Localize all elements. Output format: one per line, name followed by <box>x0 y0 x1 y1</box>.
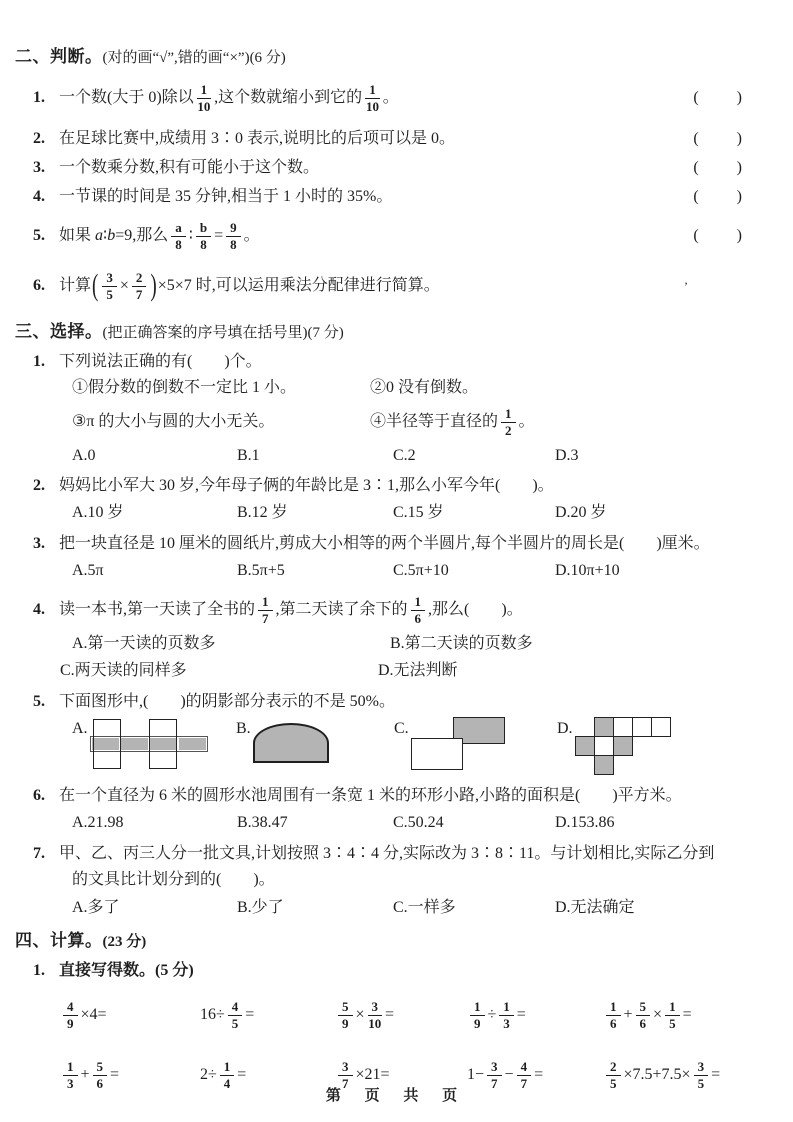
question-text <box>59 352 778 373</box>
fraction-denominator: 8 <box>175 237 182 252</box>
fraction-numerator: 3 <box>338 1060 353 1076</box>
text-segment: = <box>110 1066 120 1084</box>
text-segment: ③π 的大小与圆的大小无关。 <box>72 412 275 430</box>
question-number: 3. <box>33 534 45 552</box>
option-d: D.20 岁 <box>555 503 607 521</box>
question-text <box>59 476 778 497</box>
text-segment: 妈妈比小军大 30 岁,今年母子俩的年龄比是 3∶1,那么小军今年( )。 <box>59 476 554 494</box>
question-text-line1 <box>59 844 778 865</box>
fraction-numerator: 4 <box>517 1060 532 1076</box>
stray-mark: ’ <box>684 278 690 293</box>
answer-bracket: ( ) <box>693 159 744 177</box>
option-c: C.15 岁 <box>393 503 444 521</box>
question-text <box>59 83 693 113</box>
question-text <box>59 129 693 150</box>
section3-instructions: (把正确答案的序号填在括号里)(7 分) <box>102 324 344 341</box>
question-text <box>59 595 778 625</box>
question-text <box>59 786 778 807</box>
choice-question-6 <box>15 783 778 809</box>
fraction-denominator: 4 <box>223 1076 231 1091</box>
fraction-denominator: 8 <box>200 237 207 252</box>
choice-q5-figures <box>15 717 778 779</box>
fraction-numerator: 2 <box>606 1060 621 1076</box>
text-segment: ∶ <box>188 227 193 245</box>
text-segment: 在足球比赛中,成绩用 3∶0 表示,说明比的后项可以是 0。 <box>59 130 456 148</box>
fraction-numerator: 1 <box>470 1000 485 1016</box>
figure-c-label: C. <box>394 720 409 737</box>
big-paren: ( <box>92 269 99 303</box>
fraction-numerator: 1 <box>665 1000 680 1016</box>
statement-4 <box>370 407 778 437</box>
fraction <box>470 1000 485 1030</box>
text-segment: = <box>711 1066 721 1084</box>
subsection-number: 1. <box>33 962 45 980</box>
square-grid-figure <box>575 717 673 777</box>
option-b: B.12 岁 <box>237 503 288 521</box>
option-a: A.0 <box>72 446 96 464</box>
fraction-numerator: 1 <box>63 1060 78 1076</box>
subsection-title: 直接写得数。(5 分) <box>59 962 194 980</box>
calc-row-1 <box>15 993 778 1039</box>
question-number: 3. <box>33 159 45 177</box>
text-segment: ,这个数就缩小到它的 <box>214 89 363 107</box>
question-number: 1. <box>33 89 45 107</box>
figure-d <box>557 717 673 777</box>
expression <box>335 1000 467 1030</box>
option-b: B.第二天读的页数多 <box>390 635 533 653</box>
question-number: 5. <box>33 227 45 245</box>
question-number: 6. <box>33 786 45 804</box>
fraction-numerator: 1 <box>411 595 426 611</box>
statement-3 <box>72 412 370 433</box>
choice-q3-options <box>15 557 778 585</box>
section2-instructions: (对的画“√”,错的画“×”)(6 分) <box>102 50 286 66</box>
shaded-cell <box>121 738 148 750</box>
option-b: B.5π+5 <box>237 561 285 579</box>
tall-square <box>149 719 177 769</box>
text-segment: ×5×7 时,可以运用乘法分配律进行简算。 <box>157 277 440 295</box>
fraction-denominator: 7 <box>135 287 143 302</box>
choice-q4-options-cd <box>15 658 778 685</box>
option-d: D.153.86 <box>555 813 615 831</box>
white-rectangle <box>411 738 463 770</box>
choice-q1-statements-row2 <box>15 401 778 443</box>
question-number: 7. <box>33 844 45 862</box>
expression <box>603 1000 778 1030</box>
fraction-denominator: 9 <box>474 1016 481 1031</box>
choice-question-5 <box>15 689 778 715</box>
fraction-denominator: 6 <box>96 1076 104 1091</box>
text-segment: 在一个直径为 6 米的圆形水池周围有一条宽 1 米的环形小路,小路的面积是( )平方米。 <box>59 786 682 804</box>
judge-question-2 <box>15 127 778 153</box>
text-segment: 如果 <box>59 227 96 245</box>
judge-question-1 <box>15 77 778 121</box>
section2-heading <box>15 46 778 69</box>
answer-bracket: ( ) <box>693 89 744 107</box>
variable-text: b <box>107 227 116 245</box>
choice-question-4 <box>15 589 778 631</box>
page-footer: 第 页 共 页 <box>325 1087 468 1104</box>
question-text <box>59 271 684 301</box>
option-d: D.无法判断 <box>378 662 458 680</box>
fraction <box>636 1000 651 1030</box>
choice-question-7 <box>15 841 778 867</box>
shaded-square <box>613 736 633 756</box>
figure-c <box>394 717 557 773</box>
big-paren: ) <box>150 269 157 303</box>
statement-1 <box>72 378 370 399</box>
choice-question-1 <box>15 349 778 375</box>
fraction-numerator: 9 <box>226 221 241 237</box>
option-b: B.38.47 <box>237 813 288 831</box>
judge-question-5 <box>15 215 778 259</box>
fraction <box>365 83 380 113</box>
fraction <box>228 1000 243 1030</box>
section3-title: 三、选择。 <box>15 321 103 341</box>
text-segment: ÷ <box>487 1006 497 1024</box>
text-segment: 的文具比计划分到的( )。 <box>72 871 275 889</box>
fraction-denominator: 9 <box>342 1016 349 1031</box>
option-a: A.5π <box>72 561 104 579</box>
section3-heading <box>15 321 778 344</box>
text-segment: 一个数乘分数,积有可能小于这个数。 <box>59 159 320 177</box>
question-number: 2. <box>33 476 45 494</box>
shaded-square <box>594 717 614 737</box>
text-segment: ×7.5+7.5× <box>623 1066 691 1084</box>
option-d: D.3 <box>555 446 579 464</box>
fraction-denominator: 7 <box>342 1076 349 1091</box>
text-segment: + <box>623 1006 633 1024</box>
calc-subsection <box>15 959 778 985</box>
option-c: C.50.24 <box>393 813 444 831</box>
text-segment: 1− <box>467 1066 485 1084</box>
text-segment: ④半径等于直径的 <box>370 412 499 430</box>
question-text <box>59 534 778 555</box>
white-square <box>594 736 614 756</box>
text-segment: 读一本书,第一天读了全书的 <box>59 600 256 618</box>
fraction <box>411 595 426 625</box>
judge-question-6 <box>15 263 778 311</box>
text-segment: 计算 <box>59 277 92 295</box>
fraction-numerator: 5 <box>636 1000 651 1016</box>
fraction-numerator: 1 <box>606 1000 621 1016</box>
text-segment: + <box>80 1066 90 1084</box>
section4-title: 四、计算。 <box>15 931 103 950</box>
text-segment: 下列说法正确的有( )个。 <box>59 352 262 370</box>
expression <box>200 1000 335 1030</box>
fraction <box>197 83 212 113</box>
question-text <box>59 187 693 208</box>
fraction-denominator: 10 <box>197 99 211 114</box>
fraction <box>501 407 516 437</box>
text-segment: 下面图形中,( )的阴影部分表示的不是 50%。 <box>59 692 395 710</box>
figure-b <box>236 717 394 763</box>
fraction <box>226 221 241 251</box>
text-segment: = <box>385 1006 395 1024</box>
shaded-square <box>594 755 614 775</box>
text-segment: 。 <box>518 412 535 430</box>
fraction-denominator: 5 <box>106 287 113 302</box>
figure-a-label: A. <box>72 720 88 737</box>
text-segment: ×4= <box>80 1006 107 1024</box>
text-segment: 一节课的时间是 35 分钟,相当于 1 小时的 35%。 <box>59 188 393 206</box>
fraction-denominator: 10 <box>368 1016 382 1031</box>
fraction <box>338 1000 353 1030</box>
fraction <box>368 1000 383 1030</box>
expression <box>60 1000 200 1030</box>
fraction-denominator: 5 <box>669 1016 676 1031</box>
fraction-denominator: 6 <box>639 1016 647 1031</box>
choice-q4-options-ab <box>15 631 778 658</box>
shaded-cell <box>179 738 206 750</box>
figure-d-label: D. <box>557 720 573 737</box>
white-square <box>632 717 652 737</box>
fraction <box>171 221 186 251</box>
choice-q6-options <box>15 809 778 837</box>
fraction-numerator: 5 <box>338 1000 353 1016</box>
text-segment: × <box>653 1006 663 1024</box>
question-number: 5. <box>33 692 45 710</box>
fraction-denominator: 3 <box>503 1016 510 1031</box>
text-segment: × <box>119 277 129 295</box>
white-square <box>613 717 633 737</box>
fraction-numerator: 4 <box>63 1000 78 1016</box>
statement-2 <box>370 378 778 399</box>
text-segment: − <box>504 1066 514 1084</box>
fraction-denominator: 10 <box>365 99 379 114</box>
section2-title: 二、判断。 <box>15 47 103 66</box>
choice-question-3 <box>15 531 778 557</box>
choice-q7-options <box>15 894 778 922</box>
fraction-denominator: 7 <box>491 1076 498 1091</box>
text-segment: ,第二天读了余下的 <box>275 600 408 618</box>
answer-bracket: ( ) <box>693 227 744 245</box>
option-a: A.10 岁 <box>72 503 124 521</box>
fraction-numerator: 4 <box>228 1000 243 1016</box>
fraction-denominator: 5 <box>697 1076 705 1091</box>
section4-points: (23 分) <box>102 934 147 950</box>
text-segment: ∶ <box>103 227 108 245</box>
expression <box>467 1000 603 1030</box>
text-segment: ,那么( )。 <box>428 600 523 618</box>
judge-question-3 <box>15 156 778 182</box>
fraction-denominator: 5 <box>610 1076 617 1091</box>
choice-q1-statements-row1 <box>15 375 778 401</box>
text-segment: ×21= <box>355 1066 390 1084</box>
question-number: 4. <box>33 600 45 618</box>
fraction <box>499 1000 514 1030</box>
fraction-numerator: a <box>171 221 186 237</box>
text-segment: = <box>516 1006 526 1024</box>
text-segment: = <box>682 1006 692 1024</box>
fraction-numerator: 5 <box>93 1060 108 1076</box>
figure-a <box>72 717 236 771</box>
option-d: D.无法确定 <box>555 898 635 916</box>
choice-q1-options <box>15 443 778 469</box>
fraction-numerator: 1 <box>365 83 380 99</box>
text-segment: 16÷ <box>200 1006 225 1024</box>
fraction-denominator: 7 <box>520 1076 528 1091</box>
text-segment: 。 <box>382 89 399 107</box>
text-segment: =9,那么 <box>115 227 169 245</box>
text-segment: = <box>214 227 224 245</box>
choice-question-2 <box>15 473 778 499</box>
fraction <box>665 1000 680 1030</box>
fraction-numerator: 1 <box>197 83 212 99</box>
text-segment: 把一块直径是 10 厘米的圆纸片,剪成大小相等的两个半圆片,每个半圆片的周长是( )厘米。 <box>59 534 710 552</box>
fraction-numerator: 3 <box>102 271 117 287</box>
fraction-denominator: 2 <box>505 422 512 438</box>
tall-square <box>93 719 121 769</box>
option-d: D.10π+10 <box>555 561 620 579</box>
question-number: 4. <box>33 188 45 206</box>
fraction <box>258 595 273 625</box>
text-segment: 一个数(大于 0)除以 <box>59 89 194 107</box>
text-segment: = <box>534 1066 544 1084</box>
answer-bracket: ( ) <box>693 188 744 206</box>
cube-net-figure <box>90 717 212 771</box>
fraction-denominator: 9 <box>67 1016 74 1031</box>
text-segment: ②0 没有倒数。 <box>370 378 479 396</box>
fraction-numerator: b <box>196 221 211 237</box>
shaded-square <box>575 736 595 756</box>
question-text <box>59 158 693 179</box>
fraction <box>132 271 147 301</box>
fraction-denominator: 6 <box>610 1016 617 1031</box>
fraction-numerator: 3 <box>487 1060 502 1076</box>
overlapping-rectangles <box>411 717 507 773</box>
fraction-numerator: 3 <box>694 1060 709 1076</box>
fraction-numerator: 3 <box>368 1000 383 1016</box>
fraction-numerator: 1 <box>258 595 273 611</box>
judge-question-4 <box>15 185 778 211</box>
option-b: B.少了 <box>237 898 284 916</box>
text-segment: 。 <box>243 227 260 245</box>
option-b: B.1 <box>237 446 260 464</box>
fraction-numerator: 1 <box>220 1060 235 1076</box>
fraction-denominator: 7 <box>262 610 269 626</box>
fraction <box>606 1000 621 1030</box>
question-number: 2. <box>33 130 45 148</box>
text-segment: ①假分数的倒数不一定比 1 小。 <box>72 378 297 396</box>
text-segment: × <box>355 1006 365 1024</box>
question-text <box>59 221 693 251</box>
shaded-semicircle <box>253 723 329 763</box>
fraction-denominator: 3 <box>67 1076 74 1091</box>
text-segment: 甲、乙、丙三人分一批文具,计划按照 3∶4∶4 分,实际改为 3∶8∶11。与计划相比,实际乙分到 <box>59 844 715 862</box>
text-segment: = <box>245 1006 255 1024</box>
option-c: C.2 <box>393 446 416 464</box>
fraction-denominator: 5 <box>231 1016 239 1031</box>
figure-b-label: B. <box>236 720 251 737</box>
white-square <box>651 717 671 737</box>
fraction <box>196 221 211 251</box>
answer-bracket: ( ) <box>693 130 744 148</box>
fraction <box>102 271 117 301</box>
fraction-denominator: 6 <box>414 610 422 626</box>
question-text <box>59 692 778 713</box>
option-a: A.多了 <box>72 898 120 916</box>
question-text-line2 <box>72 870 275 891</box>
option-c: C.5π+10 <box>393 561 449 579</box>
fraction <box>63 1000 78 1030</box>
fraction-numerator: 1 <box>501 407 516 423</box>
option-a: A.第一天读的页数多 <box>72 635 216 653</box>
text-segment: 2÷ <box>200 1066 217 1084</box>
question-number: 1. <box>33 352 45 370</box>
section4-heading <box>15 930 778 953</box>
fraction-numerator: 1 <box>499 1000 514 1016</box>
fraction-numerator: 2 <box>132 271 147 287</box>
option-c: C.两天读的同样多 <box>60 662 187 680</box>
variable-text: a <box>95 227 104 245</box>
option-a: A.21.98 <box>72 813 124 831</box>
choice-q7-line2 <box>15 867 778 894</box>
text-segment: = <box>237 1066 247 1084</box>
option-c: C.一样多 <box>393 898 456 916</box>
fraction-denominator: 8 <box>230 237 237 252</box>
question-number: 6. <box>33 277 45 295</box>
choice-q2-options <box>15 499 778 527</box>
